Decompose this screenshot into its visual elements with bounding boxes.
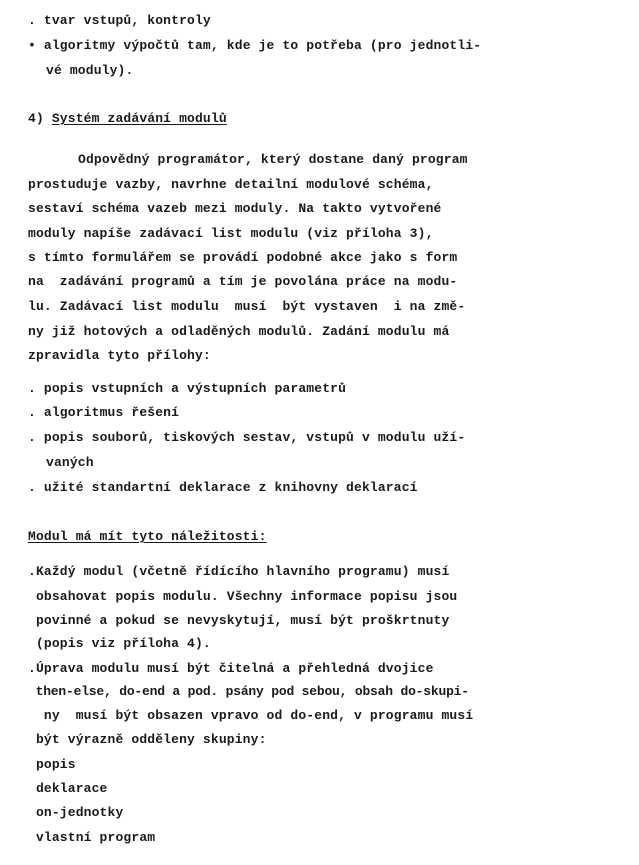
requirement-line: on-jednotky xyxy=(28,805,124,820)
requirement-line: být výrazně odděleny skupiny: xyxy=(28,732,267,747)
requirement-line: popis xyxy=(28,757,76,772)
attachment-text: popis vstupních a výstupních parametrů xyxy=(43,381,347,396)
paragraph-line: s tímto formulářem se provádí podobné akce jako s form xyxy=(28,250,458,265)
requirement-line: (popis viz příloha 4). xyxy=(28,636,211,651)
paragraph-line: sestaví schéma vazeb mezi moduly. Na takto vytvořené xyxy=(28,201,442,216)
attachment-item: . popis souborů, tiskových sestav, vstupů v modulu uží- xyxy=(28,430,466,445)
paragraph-line: zpravidla tyto přílohy: xyxy=(28,348,211,363)
intro-bullet-2-cont: vé moduly). xyxy=(46,63,134,78)
paragraph-line: lu. Zadávací list modulu musí být vystaven i na změ- xyxy=(28,299,466,314)
attachment-item: . popis vstupních a výstupních parametrů xyxy=(28,381,347,396)
attachment-text: užité standartní deklarace z knihovny deklarací xyxy=(43,480,418,495)
intro-bullet-2: • algoritmy výpočtů tam, kde je to potřeba (pro jednotli- xyxy=(28,38,482,53)
requirement-line: .Každý modul (včetně řídícího hlavního programu) musí xyxy=(28,564,450,579)
requirement-line: ny musí být obsazen vpravo od do-end, v programu musí xyxy=(28,708,474,723)
paragraph-line: ny již hotových a odladěných modulů. Zadání modulu má xyxy=(28,324,450,339)
section-4-number: 4) xyxy=(28,111,44,126)
attachment-text: popis souborů, tiskových sestav, vstupů v modulu uží- xyxy=(43,430,466,445)
intro-bullet-1: . tvar vstupů, kontroly xyxy=(28,13,211,28)
attachment-text: algoritmus řešení xyxy=(43,405,180,420)
paragraph-line: prostuduje vazby, navrhne detailní modulové schéma, xyxy=(28,177,434,192)
intro-bullet-2-text: algoritmy výpočtů tam, kde je to potřeba (pro jednotli- xyxy=(43,38,482,53)
attachment-item: . užité standartní deklarace z knihovny deklarací xyxy=(28,480,418,495)
requirement-line: then-else, do-end a pod. psány pod sebou, obsah do-skupi- xyxy=(28,684,469,699)
attachment-item: . algoritmus řešení xyxy=(28,405,180,420)
requirement-line: povinné a pokud se nevyskytují, musí být proškrtnuty xyxy=(28,613,450,628)
section-4-title: Systém zadávání modulů xyxy=(51,111,227,126)
requirement-line: deklarace xyxy=(28,781,108,796)
requirement-line: .Úprava modulu musí být čitelná a přehledná dvojice xyxy=(28,661,434,676)
requirements-heading: Modul má mít tyto náležitosti: xyxy=(28,529,267,544)
paragraph-line: Odpovědný programátor, který dostane daný program xyxy=(78,152,468,167)
requirement-line: vlastní program xyxy=(28,830,156,845)
requirement-line: obsahovat popis modulu. Všechny informace popisu jsou xyxy=(28,589,458,604)
section-4-heading xyxy=(28,111,227,127)
paragraph-line: na zadávání programů a tím je povolána práce na modu- xyxy=(28,274,458,289)
attachment-item-cont: vaných xyxy=(46,455,94,470)
intro-bullet-1-text: tvar vstupů, kontroly xyxy=(43,13,211,28)
paragraph-line: moduly napíše zadávací list modulu (viz příloha 3), xyxy=(28,226,434,241)
